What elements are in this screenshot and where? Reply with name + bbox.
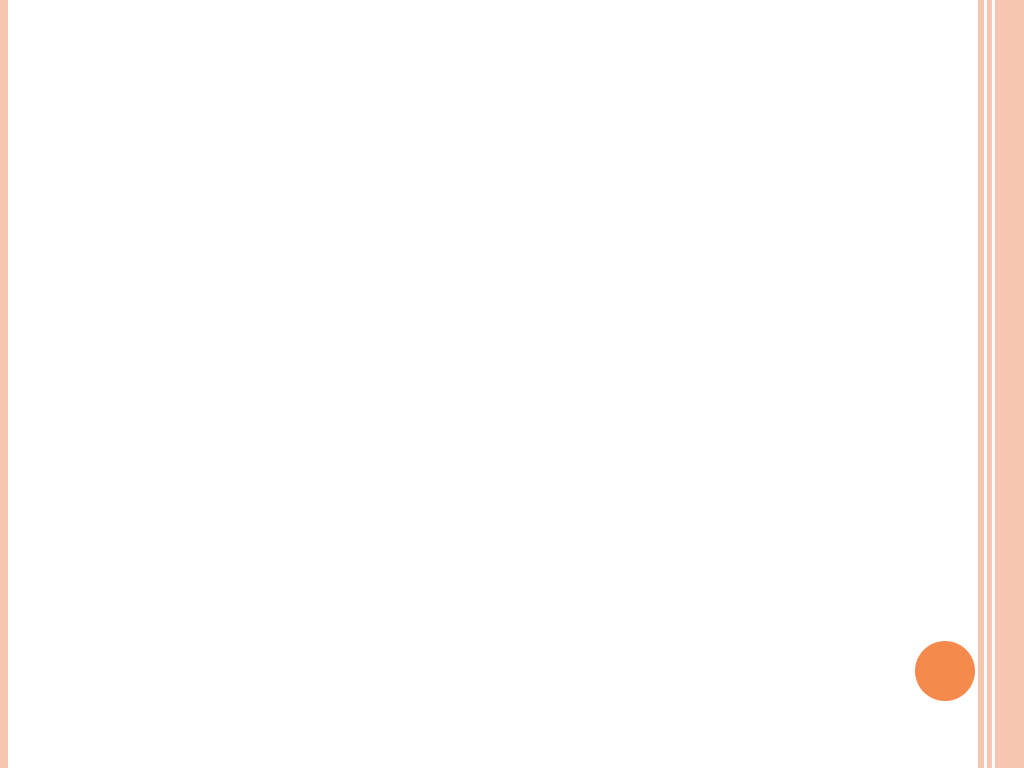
left-accent-stripe [0, 0, 8, 768]
slide-number-badge [915, 641, 975, 701]
right-accent-stripe [995, 0, 1024, 768]
right-accent-stripe [987, 0, 992, 768]
bullet-list [86, 201, 876, 239]
right-accent-stripe [978, 0, 984, 768]
